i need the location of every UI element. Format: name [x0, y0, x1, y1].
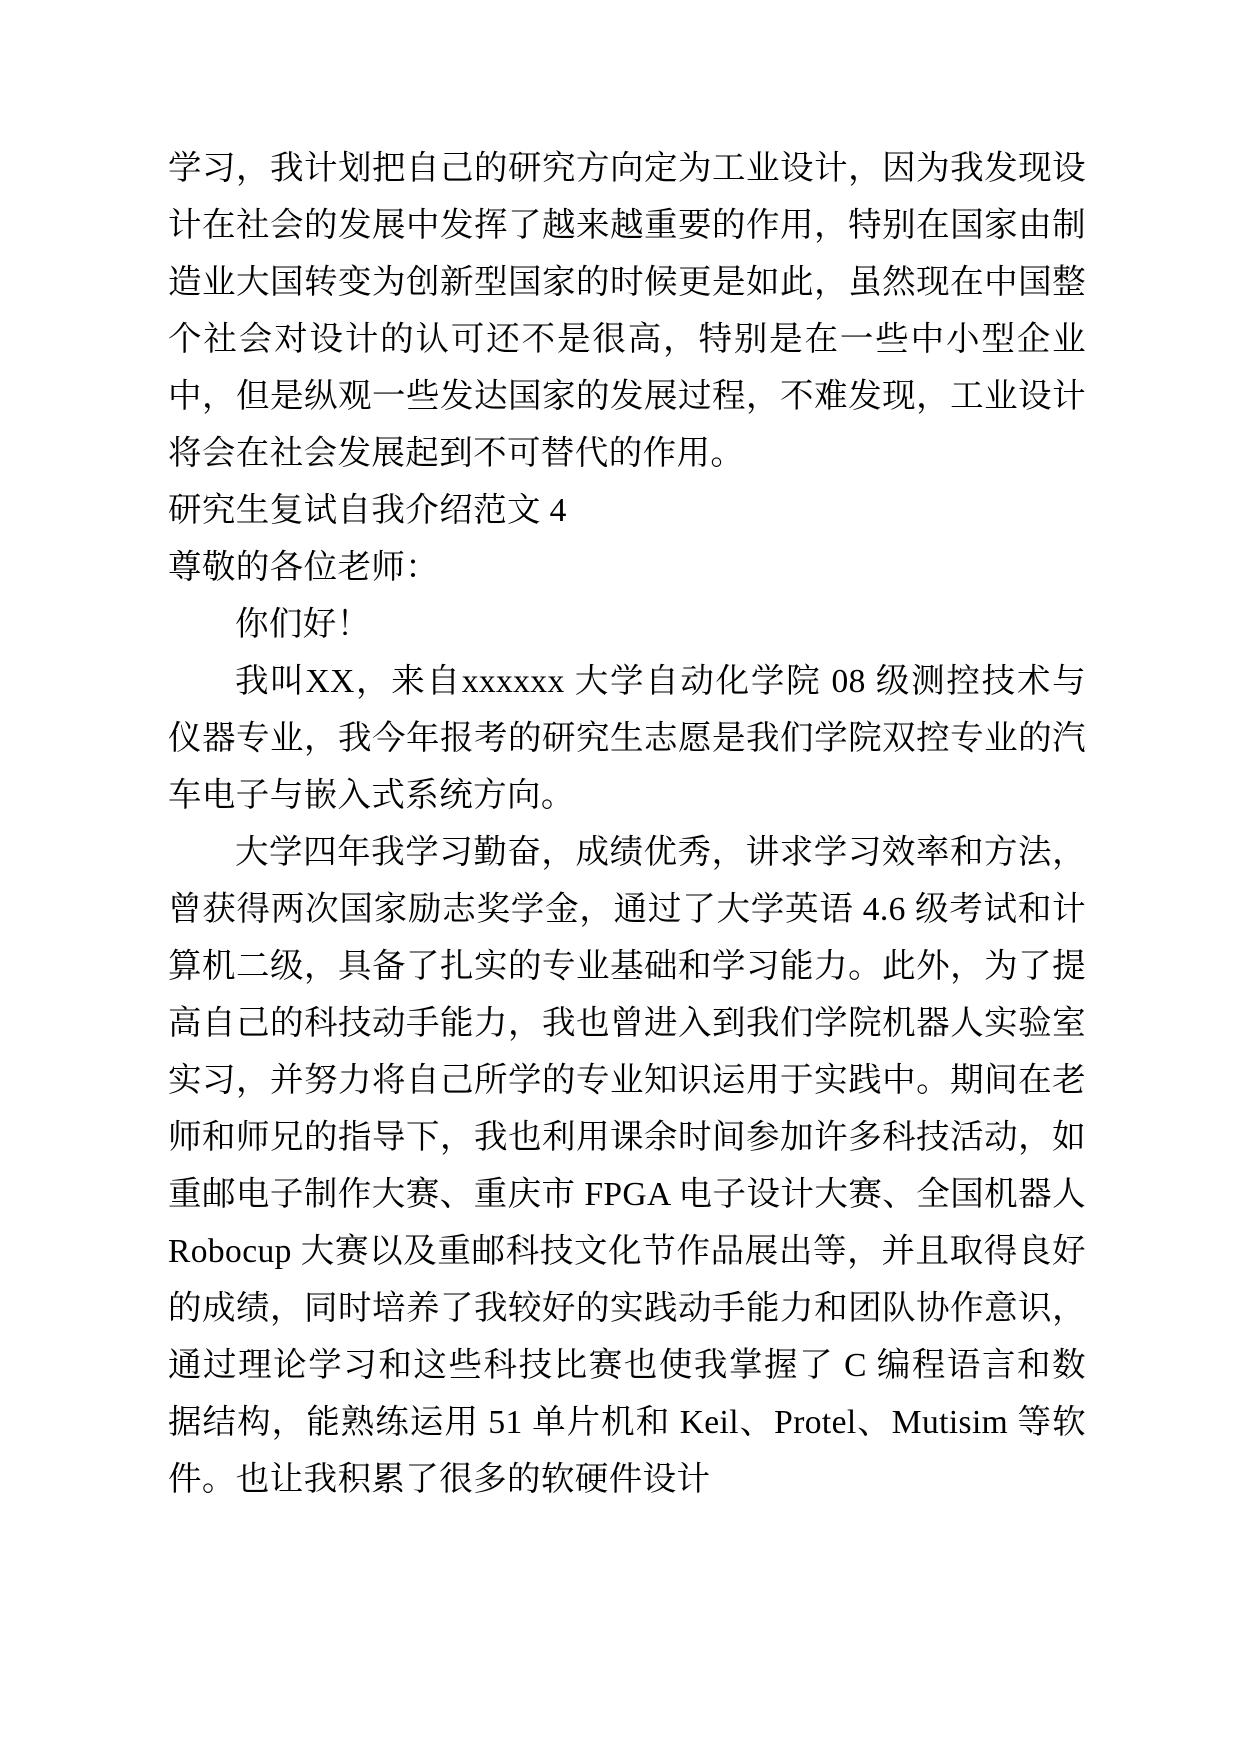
paragraph-greeting: 你们好！	[235, 606, 371, 643]
paragraph-continuation: 学习，我计划把自己的研究方向定为工业设计，因为我发现设计在社会的发展中发挥了越来越重要的作用，特别在国家由制造业大国转变为创新型国家的时候更是如此，虽然现在中国整个社会对设计的认可还不是很高，特别是在一些中小型企业中，但是纵观一些发达国家的发展过程，不难发现，工业设计将会在社会发展起到不可替代的作用。	[168, 150, 1086, 472]
document-body	[168, 140, 1086, 1508]
paragraph-experience: 大学四年我学习勤奋，成绩优秀，讲求学习效率和方法，曾获得两次国家励志奖学金，通过了大学英语 4.6 级考试和计算机二级，具备了扎实的专业基础和学习能力。此外，为了提高自己的科技动手能力，我也曾进入到我们学院机器人实验室实习，并努力将自己所学的专业知识运用于实践中。期间在老师和师兄的指导下，我也利用课余时间参加许多科技活动，如重邮电子制作大赛、重庆市 FPGA 电子设计大赛、全国机器人 Robocup 大赛以及重邮科技文化节作品展出等，并且取得良好的成绩，同时培养了我较好的实践动手能力和团队协作意识，通过理论学习和这些科技比赛也使我掌握了 C 编程语言和数据结构，能熟练运用 51 单片机和 Keil、Protel、Mutisim 等软件。也让我积累了很多的软硬件设计	[168, 834, 1086, 1498]
paragraph-salutation: 尊敬的各位老师：	[168, 549, 440, 586]
paragraph-heading: 研究生复试自我介绍范文 4	[168, 492, 567, 529]
paragraph-intro: 我叫XX，来自xxxxxx 大学自动化学院 08 级测控技术与仪器专业，我今年报考的研究生志愿是我们学院双控专业的汽车电子与嵌入式系统方向。	[168, 663, 1086, 814]
